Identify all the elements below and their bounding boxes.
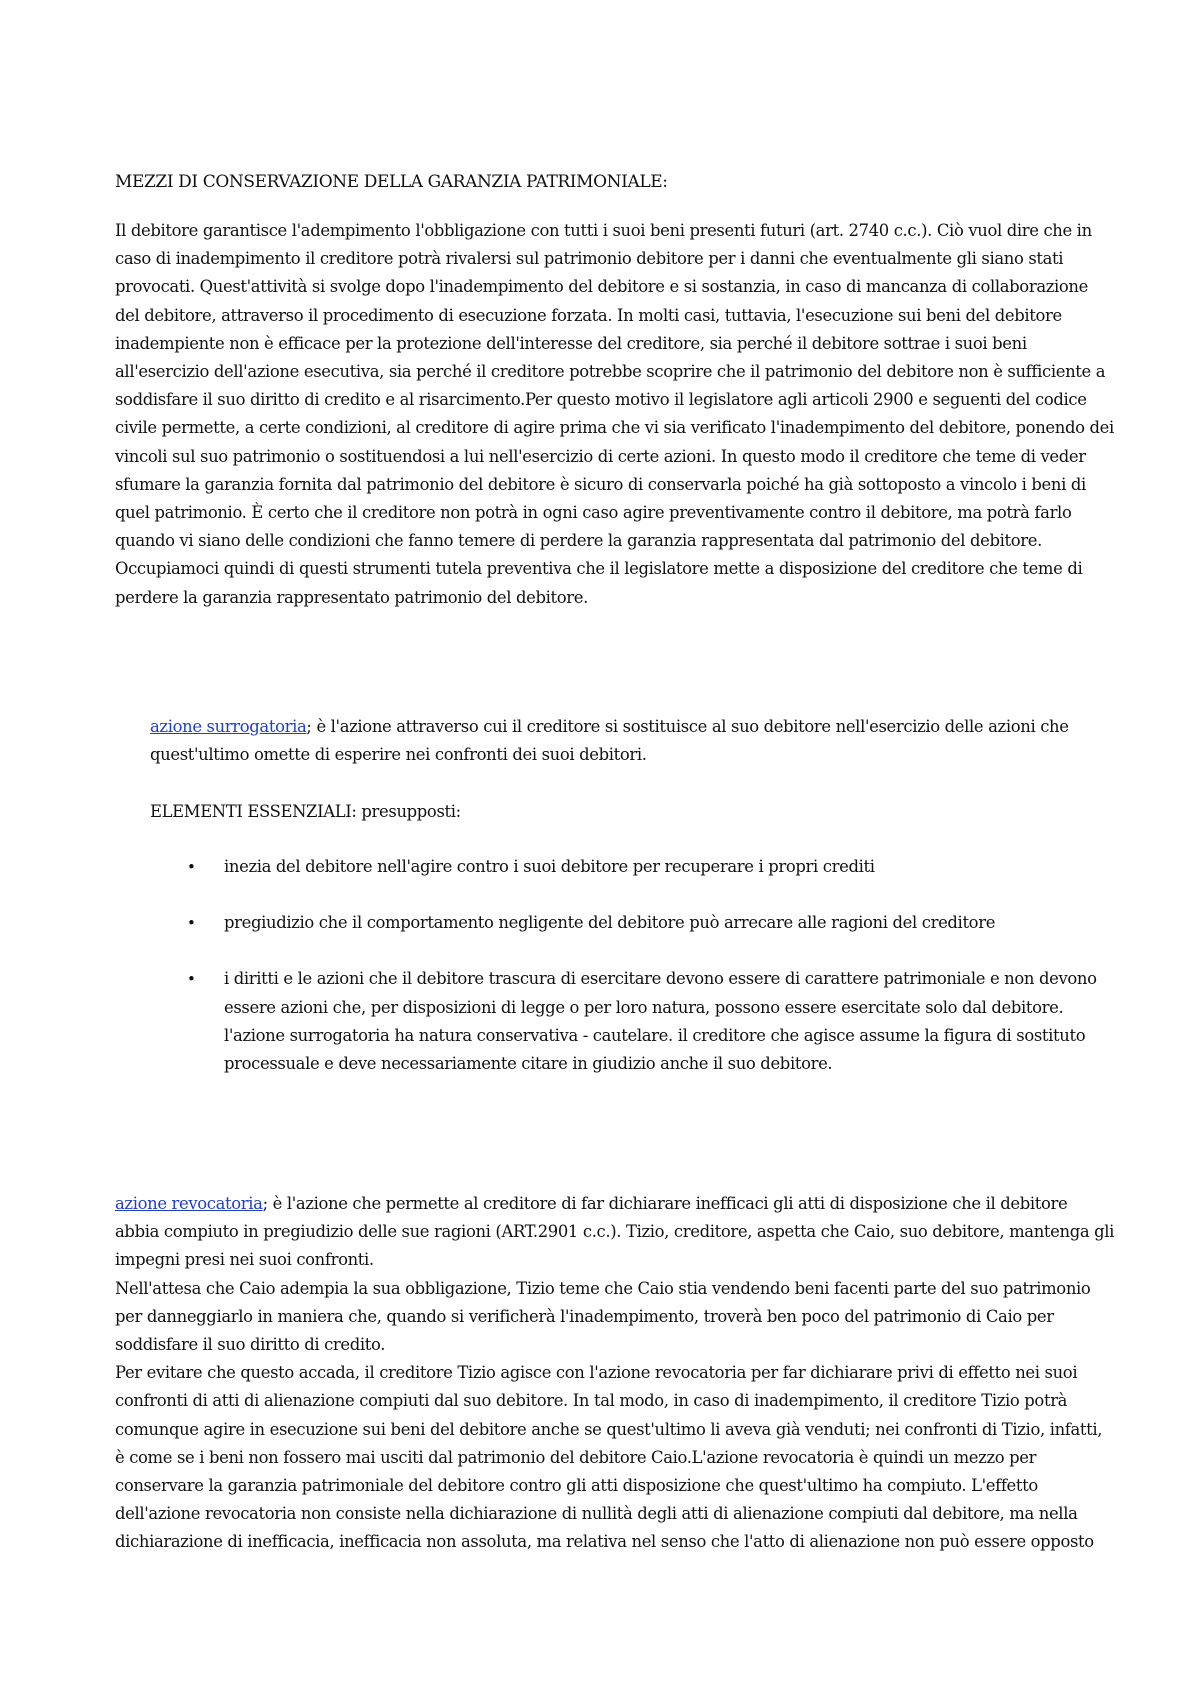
presupposti-list: [150, 853, 1110, 1078]
azione-surrogatoria-link[interactable]: azione surrogatoria: [150, 717, 307, 736]
intro-paragraph: Il debitore garantisce l'adempimento l'obbligazione con tutti i suoi beni presenti futuri (art. 2740 c.c.). Ciò vuol dire che in caso di inadempimento il creditore potrà rivalersi sul patrimonio debitore per i danni che eventualmente gli siano stati provocati. Quest'attività si svolge dopo l'inadempimento del debitore e si sostanzia, in caso di mancanza di collaborazione del debitore, attraverso il procedimento di esecuzione forzata. In molti casi, tuttavia, l'esecuzione sui beni del debitore inadempiente non è efficace per la protezione dell'interesse del creditore, sia perché il debitore sottrae i suoi beni all'esercizio dell'azione esecutiva, sia perché il creditore potrebbe scoprire che il patrimonio del debitore non è sufficiente a soddisfare il suo diritto di credito e al risarcimento.Per questo motivo il legislatore agli articoli 2900 e seguenti del codice civile permette, a certe condizioni, al creditore di agire prima che vi sia verificato l'inadempimento del debitore, ponendo dei vincoli sul suo patrimonio o sostituendosi a lui nell'esercizio di certe azioni. In questo modo il creditore che teme di veder sfumare la garanzia fornita dal patrimonio del debitore è sicuro di conservarla poiché ha già sottoposto a vincolo i beni di quel patrimonio. È certo che il creditore non potrà in ogni caso agire preventivamente contro il debitore, ma potrà farlo quando vi siano delle condizioni che fanno temere di perdere la garanzia rappresentata dal patrimonio del debitore. Occupiamoci quindi di questi strumenti tutela preventiva che il legislatore mette a disposizione del creditore che teme di perdere la garanzia rappresentato patrimonio del debitore.: [115, 221, 1114, 607]
revocatoria-text: ; è l'azione che permette al creditore di far dichiarare inefficaci gli atti di disposizione che il debitore abbia compiuto in pregiudizio delle sue ragioni (ART.2901 c.c.). Tizio, creditore, aspetta che Caio, suo debitore, mantenga gli impegni presi nei suoi confronti.: [115, 1194, 1115, 1270]
revocatoria-section: [115, 1190, 1115, 1557]
bullet-icon: •: [187, 858, 196, 876]
list-item-text: inezia del debitore nell'agire contro i suoi debitore per recuperare i propri crediti: [224, 857, 875, 876]
list-item-text: pregiudizio che il comportamento negligente del debitore può arrecare alle ragioni del creditore: [224, 913, 996, 933]
list-item-text: i diritti e le azioni che il debitore trascura di esercitare devono essere di carattere patrimoniale e non devono essere azioni che, per disposizioni di legge o per loro natura, possono essere esercitate solo dal debitore. l'azione surrogatoria ha natura conservativa - cautelare. il creditore che agisce assume la figura di sostituto processuale e deve necessariamente citare in giudizio anche il suo debitore.: [224, 969, 1097, 1074]
list-item: [150, 965, 1110, 1078]
revocatoria-paragraph-3: Per evitare che questo accada, il creditore Tizio agisce con l'azione revocatoria per far dichiarare privi di effetto nei suoi confronti di atti di alienazione compiuti dal suo debitore. In tal modo, in caso di inadempimento, il creditore Tizio potrà comunque agire in esecuzione sui beni del debitore anche se quest'ultimo li aveva già venduti; nei confronti di Tizio, infatti, è come se i beni non fossero mai usciti dal patrimonio del debitore Caio.L'azione revocatoria è quindi un mezzo per conservare la garanzia patrimoniale del debitore contro gli atti disposizione che quest'ultimo ha compiuto. L'effetto dell'azione revocatoria non consiste nella dichiarazione di nullità degli atti di alienazione compiuti dal debitore, ma nella dichiarazione di inefficacia, inefficacia non assoluta, ma relativa nel senso che l'atto di alienazione non può essere opposto: [115, 1363, 1103, 1552]
elements-heading: ELEMENTI ESSENZIALI: presupposti:: [150, 802, 461, 821]
surrogatoria-text: ; è l'azione attraverso cui il creditore si sostituisce al suo debitore nell'esercizio delle azioni che quest'ultimo omette di esperire nei confronti dei suoi debitori.: [150, 717, 1069, 765]
bullet-icon: •: [187, 914, 196, 933]
revocatoria-paragraph: [115, 1190, 1115, 1275]
bullet-icon: •: [187, 970, 196, 989]
azione-revocatoria-link[interactable]: azione revocatoria: [115, 1194, 263, 1213]
list-item: [150, 909, 1110, 937]
document-title: MEZZI DI CONSERVAZIONE DELLA GARANZIA PATRIMONIALE:: [115, 172, 668, 192]
surrogatoria-paragraph: [150, 713, 1105, 769]
list-item: [150, 853, 1110, 881]
revocatoria-paragraph-2: Nell'attesa che Caio adempia la sua obbligazione, Tizio teme che Caio stia vendendo beni facenti parte del suo patrimonio per danneggiarlo in maniera che, quando si verificherà l'inadempimento, troverà ben poco del patrimonio di Caio per soddisfare il suo diritto di credito.: [115, 1278, 1091, 1355]
